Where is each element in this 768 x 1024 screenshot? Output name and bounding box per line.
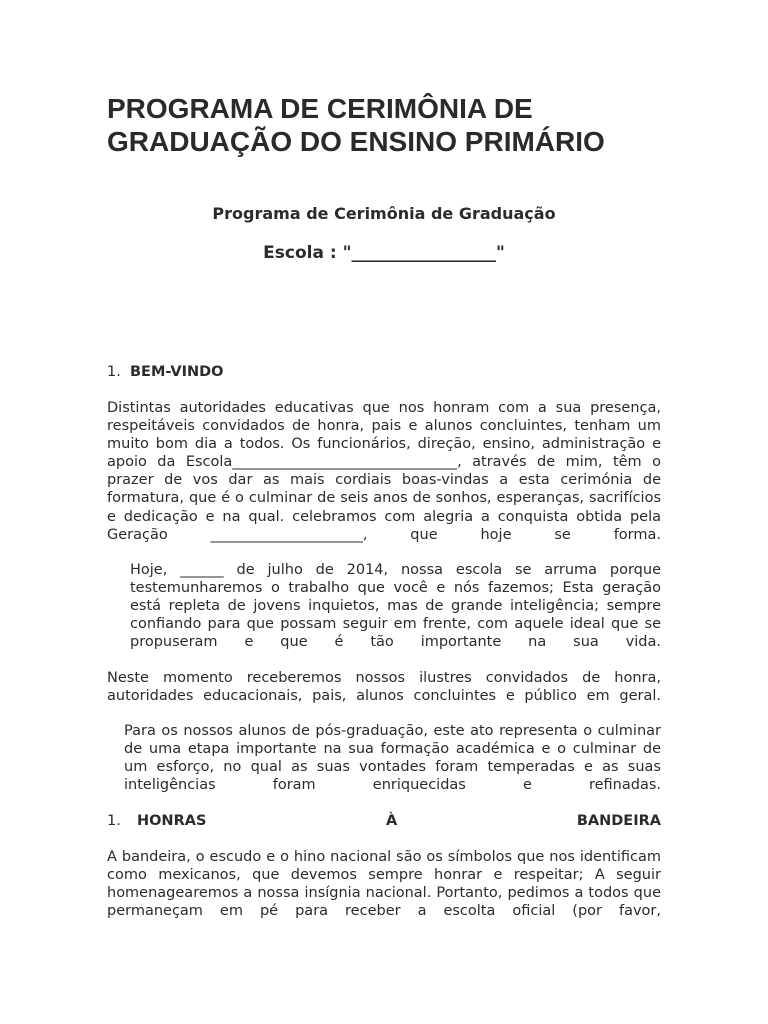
section-number: 1.	[107, 813, 121, 829]
program-subtitle: Programa de Cerimônia de Graduação	[212, 204, 556, 223]
document-title: PROGRAMA DE CERIMÔNIA DE GRADUAÇÃO DO ENSINO PRIMÁRIO	[107, 93, 605, 157]
graduates-paragraph: Para os nossos alunos de pós-graduação, este ato representa o culminar de uma etapa importante na sua formação académica e o culminar de um esforço, no qual as suas vontades foram temperadas e as suas inteligências foram enriquecidas e refinadas.	[124, 723, 661, 794]
today-paragraph: Hoje, ______ de julho de 2014, nossa escola se arruma porque testemunharemos o trabalho que você e nós fazemos; Esta geração está repleta de jovens inquietos, mas de grande inteligência; sempre confiando para que possam seguir em frente, com aquele ideal que se propuseram e que é tão importante na sua vida.	[130, 562, 661, 651]
section-number: 1.	[107, 364, 121, 380]
guests-paragraph: Neste momento receberemos nossos ilustres convidados de honra, autoridades educacionais, pais, alunos concluintes e público em geral.	[107, 670, 661, 705]
flag-paragraph: A bandeira, o escudo e o hino nacional são os símbolos que nos identificam como mexicanos, que devemos sempre honrar e respeitar; A seguir homenagearemos a nossa insígnia nacional. Portanto, pedimos a todos que permaneçam em pé para receber a escolta oficial (por favor,	[107, 849, 661, 920]
school-line: Escola : "_________________"	[263, 243, 505, 263]
heading-word-bandeira: BANDEIRA	[576, 813, 661, 829]
welcome-paragraph: Distintas autoridades educativas que nos honram com a sua presença, respeitáveis convidados de honra, pais e alunos concluintes, tenham um muito bom dia a todos. Os funcionários, direção, ensino, administração e apoio da Escola_______________________________, através de mim, têm o prazer de vos dar as mais cordiais boas-vindas a esta cerimónia de formatura, que é o culminar de seis anos de sonhos, esperanças, sacrifícios e dedicação e na qual. celebramos com alegria a conquista obtida pela Geração _____________________, que hoje se forma.	[107, 400, 661, 543]
section-heading-honras-bandeira	[107, 812, 661, 830]
section-heading-bem-vindo	[107, 363, 661, 381]
heading-word-a: À	[386, 813, 398, 829]
heading-word-honras: HONRAS	[136, 813, 207, 829]
section-title: BEM-VINDO	[130, 364, 224, 380]
